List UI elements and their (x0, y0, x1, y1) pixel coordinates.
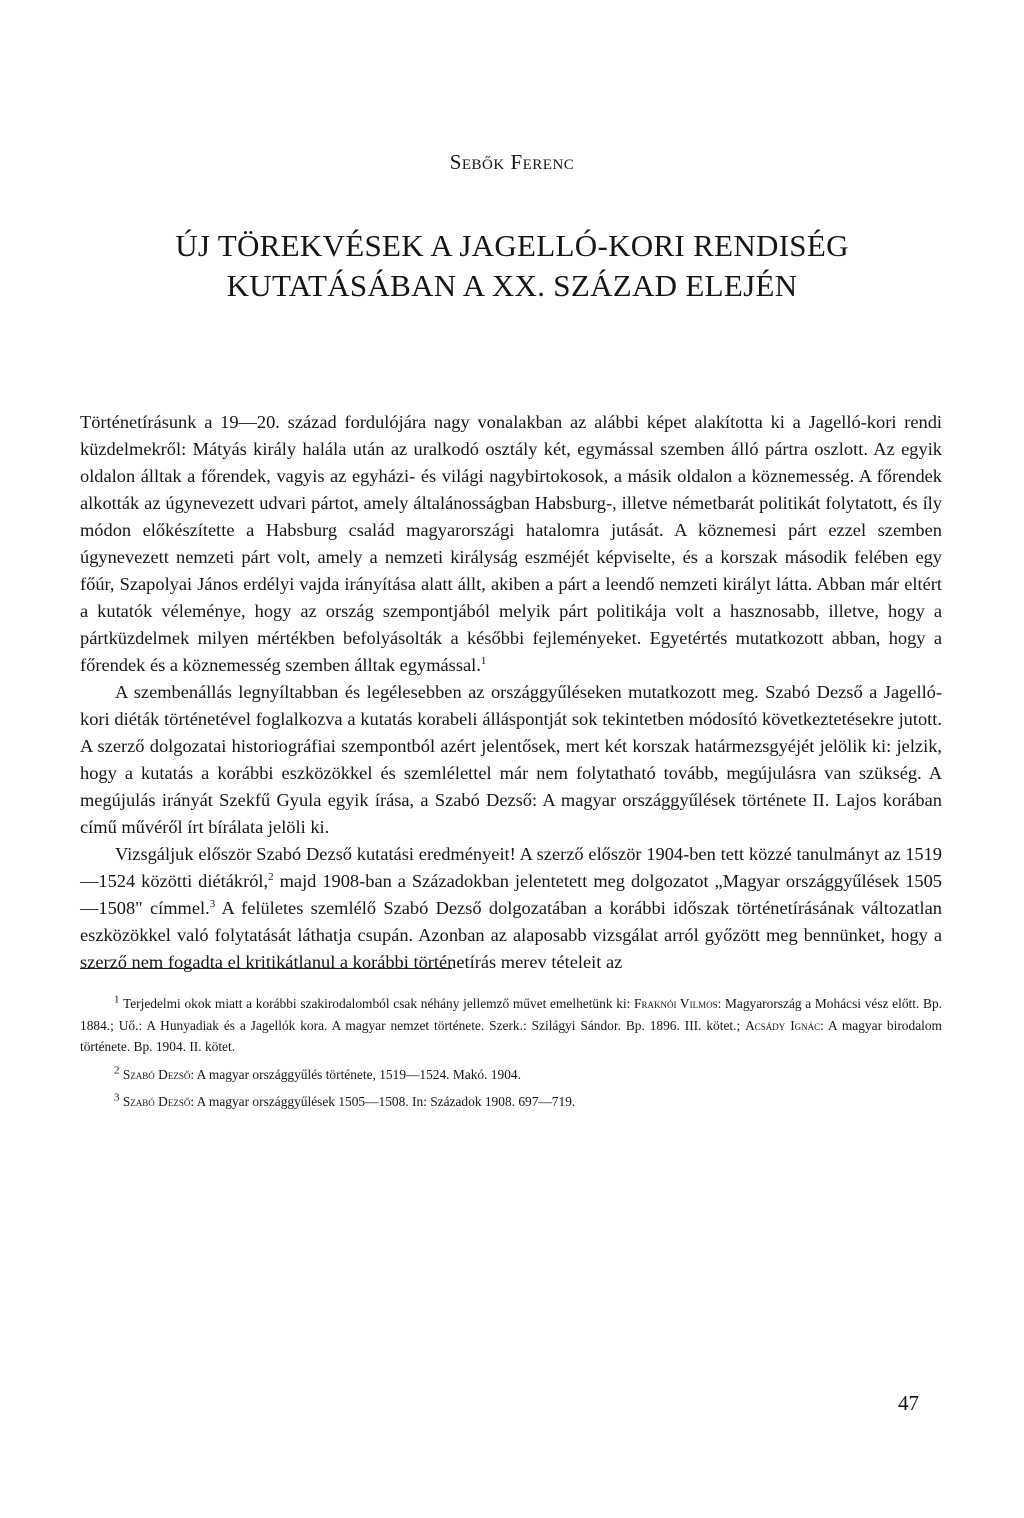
footnote-ref-3: 3 (209, 897, 216, 910)
paragraph-2 (80, 679, 942, 841)
paragraph-3-text-b: majd 1908-ban a Századokban jelentetett meg dolgozatot „Magyar országgyűlések 1505—1508" címmel. (80, 871, 942, 918)
paragraph-2-text: A szembenállás legnyíltabban és legélesebben az országgyűléseken mutatkozott meg. Szabó Dezső a Jagelló-kori diéták történetével foglalkozva a kutatás korabeli álláspontját sok tekintetben módosító következtetésekre jutott. A szerző dolgozatai historiográfiai szempontból azért jelentősek, mert két korszak határmezsgyéjét jelölik ki: jelzik, hogy a kutatás a korábbi eszközökkel és szemlélettel már nem folytatható tovább, megújulásra van szükség. A megújulás irányát Szekfű Gyula egyik írása, a Szabó Dezső: A magyar országgyűlések története II. Lajos korában című művéről írt bírálata jelöli ki. (80, 682, 942, 837)
footnote-1-text-b: : Magyarország a Mohácsi vész előtt. Bp. 1884.; Uő.: A Hunyadiak és a Jagellók kora. A magyar nemzet története. Szerk.: Szilágyi Sándor. Bp. 1896. III. kötet.; (80, 996, 942, 1033)
footnote-2-text: : A magyar országgyűlés története, 1519—1524. Makó. 1904. (190, 1066, 521, 1082)
footnote-1-text-c: : A magyar birodalom története. Bp. 1904. II. kötet. (80, 1017, 942, 1054)
footnote-divider (80, 968, 452, 969)
footnote-1 (80, 993, 942, 1058)
footnote-1-author-a: Fraknói Vilmos (634, 996, 718, 1011)
footnote-ref-2: 2 (268, 870, 274, 883)
paragraph-3 (80, 841, 942, 976)
footnote-3-author: Szabó Dezső (122, 1094, 191, 1109)
footnote-1-author-b: Acsády Ignác (745, 1017, 821, 1033)
title-line-1: ÚJ TÖREKVÉSEK A JAGELLÓ-KORI RENDISÉG (175, 228, 849, 263)
footnote-2-number: 2 (114, 1064, 120, 1077)
footnote-3-number: 3 (114, 1091, 120, 1104)
paragraph-3-text-c: A felületes szemlélő Szabó Dezső dolgozatában a korábbi időszak történetírásának változatlan eszközökkel való folytatását láthatja csupán. Azonban az alaposabb vizsgálat arról győzött meg bennünket, hogy a szerző nem fogadta el kritikátlanul a korábbi történetírás merev tételeit az (80, 898, 942, 972)
title-line-2: KUTATÁSÁBAN A XX. SZÁZAD ELEJÉN (226, 268, 798, 303)
paragraph-3-text-a: Vizsgáljuk először Szabó Dezső kutatási eredményeit! A szerző először 1904-ben tett közzé tanulmányt az 1519—1524 közötti diétákról, (80, 844, 942, 891)
article-title (0, 226, 1024, 306)
footnote-2-author: Szabó Dezső (122, 1066, 191, 1082)
article-body (80, 409, 942, 976)
page-number: 47 (898, 1391, 919, 1415)
footnotes (80, 993, 942, 1119)
paragraph-1 (80, 409, 942, 679)
author-name: Sebők Ferenc (449, 150, 575, 174)
footnote-2 (80, 1064, 942, 1086)
footnote-3 (80, 1091, 942, 1113)
paragraph-1-text: Történetírásunk a 19—20. század fordulójára nagy vonalakban az alábbi képet alakította ki a Jagelló-kori rendi küzdelmekről: Mátyás király halála után az uralkodó osztály két, egymással szemben álló pártra oszlott. Az egyik oldalon álltak a főrendek, vagyis az egyházi- és világi nagybirtokosok, a másik oldalon a köznemesség. A főrendek alkották az úgynevezett udvari pártot, amely általánosságban Habsburg-, illetve németbarát politikát folytatott, és íly módon előkészítette a Habsburg család magyarországi hatalomra jutását. A köznemesi párt ezzel szemben úgynevezett nemzeti párt volt, amely a nemzeti királyság eszméjét képviselte, és a korszak második felében egy főúr, Szapolyai János erdélyi vajda irányítása alatt állt, akiben a párt a leendő nemzeti királyt látta. Abban már eltért a kutatók véleménye, hogy az ország szempontjából melyik párt politikája volt a hasznosabb, illetve, hogy a pártküzdelmek milyen mértékben befolyásolták a későbbi fejleményeket. Egyetértés mutatkozott abban, hogy a főrendek és a köznemesség szemben álltak egymással. (80, 412, 942, 675)
footnote-1-number: 1 (114, 993, 120, 1006)
footnote-3-text: : A magyar országgyűlések 1505—1508. In: Századok 1908. 697—719. (190, 1094, 576, 1109)
footnote-1-text-a: Terjedelmi okok miatt a korábbi szakirodalomból csak néhány jellemző művet emelhetünk ki: (122, 996, 635, 1011)
footnote-ref-1: 1 (480, 654, 487, 667)
